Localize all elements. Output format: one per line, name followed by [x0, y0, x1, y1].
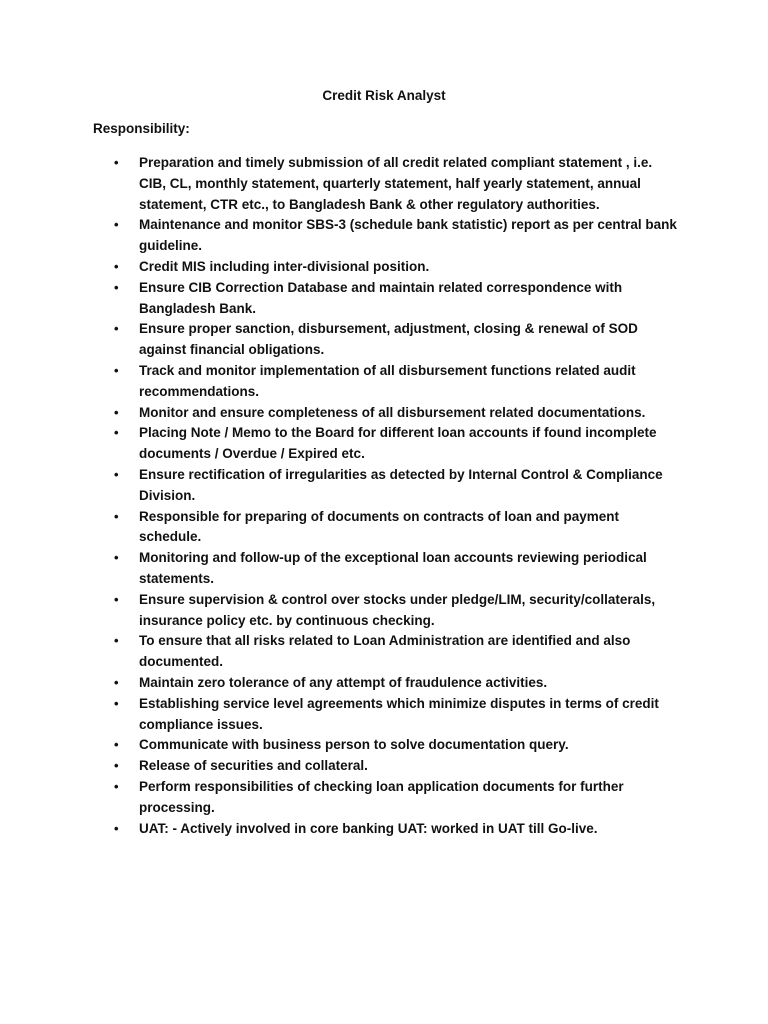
list-item-text: Ensure rectification of irregularities as detected by Internal Control & Compliance Division. — [139, 466, 663, 503]
list-item-text: Monitoring and follow-up of the exceptional loan accounts reviewing periodical statements. — [139, 550, 647, 586]
bullet-icon: • — [114, 778, 119, 794]
list-item — [0, 361, 679, 403]
list-item — [0, 465, 679, 507]
bullet-icon: • — [114, 217, 119, 233]
section-heading: Responsibility: — [93, 121, 190, 136]
list-item-text: UAT: - Actively involved in core banking UAT: worked in UAT till Go-live. — [139, 820, 598, 836]
bullet-icon: • — [114, 279, 119, 295]
bullet-icon: • — [114, 404, 119, 420]
list-item — [0, 215, 679, 257]
bullet-icon: • — [114, 508, 119, 524]
list-item — [0, 319, 679, 361]
bullet-icon: • — [114, 591, 119, 607]
list-item-text: Track and monitor implementation of all disbursement functions related audit recommendations. — [139, 362, 636, 399]
bullet-icon: • — [114, 155, 119, 170]
list-item — [0, 403, 679, 424]
bullet-icon: • — [114, 633, 119, 649]
list-item — [0, 694, 679, 736]
list-item — [0, 548, 679, 590]
bullet-icon: • — [114, 550, 119, 566]
list-item-text: Preparation and timely submission of all credit related compliant statement , i.e. CIB, CL, monthly statement, quarterly statement, half yearly statement, annual statement, CTR etc., to Bangladesh Bank & other regulatory authorities. — [139, 155, 653, 212]
list-item-text: Communicate with business person to solve documentation query. — [139, 737, 569, 753]
list-item-text: Maintenance and monitor SBS-3 (schedule bank statistic) report as per central bank guideline. — [139, 217, 677, 254]
list-item — [0, 423, 679, 465]
bullet-icon: • — [114, 321, 119, 337]
bullet-icon: • — [114, 425, 119, 441]
list-item — [0, 278, 679, 320]
list-item — [0, 631, 679, 673]
bullet-icon: • — [114, 674, 119, 690]
list-item — [0, 507, 679, 549]
responsibility-list — [0, 153, 768, 839]
list-item — [0, 257, 679, 278]
list-item-text: Establishing service level agreements which minimize disputes in terms of credit compliance issues. — [139, 695, 659, 732]
list-item — [0, 819, 679, 840]
list-item-text: Ensure supervision & control over stocks under pledge/LIM, security/collaterals, insurance policy etc. by continuous checking. — [139, 591, 656, 628]
list-item-text: Perform responsibilities of checking loan application documents for further processing. — [139, 778, 624, 815]
bullet-icon: • — [114, 737, 119, 753]
bullet-icon: • — [114, 695, 119, 711]
list-item-text: Placing Note / Memo to the Board for different loan accounts if found incomplete documents / Overdue / Expired etc. — [139, 425, 657, 462]
list-item-text: Monitor and ensure completeness of all disbursement related documentations. — [139, 404, 646, 420]
list-item — [0, 590, 679, 632]
list-item-text: Ensure CIB Correction Database and maintain related correspondence with Bangladesh Bank. — [139, 279, 623, 316]
list-item — [0, 756, 679, 777]
list-item — [0, 153, 679, 215]
bullet-icon: • — [114, 820, 119, 836]
bullet-icon: • — [114, 258, 119, 274]
list-item-text: Ensure proper sanction, disbursement, adjustment, closing & renewal of SOD against financial obligations. — [139, 321, 638, 358]
list-item — [0, 673, 679, 694]
bullet-icon: • — [114, 362, 119, 378]
list-item-text: Responsible for preparing of documents on contracts of loan and payment schedule. — [139, 508, 620, 545]
bullet-icon: • — [114, 758, 119, 774]
list-item — [0, 777, 679, 819]
list-item — [0, 735, 679, 756]
list-item-text: Credit MIS including inter-divisional position. — [139, 258, 430, 274]
bullet-icon: • — [114, 466, 119, 482]
list-item-text: Release of securities and collateral. — [139, 758, 368, 774]
document-title: Credit Risk Analyst — [322, 88, 446, 103]
list-item-text: To ensure that all risks related to Loan Administration are identified and also documented. — [139, 633, 631, 670]
list-item-text: Maintain zero tolerance of any attempt of fraudulence activities. — [139, 674, 548, 690]
